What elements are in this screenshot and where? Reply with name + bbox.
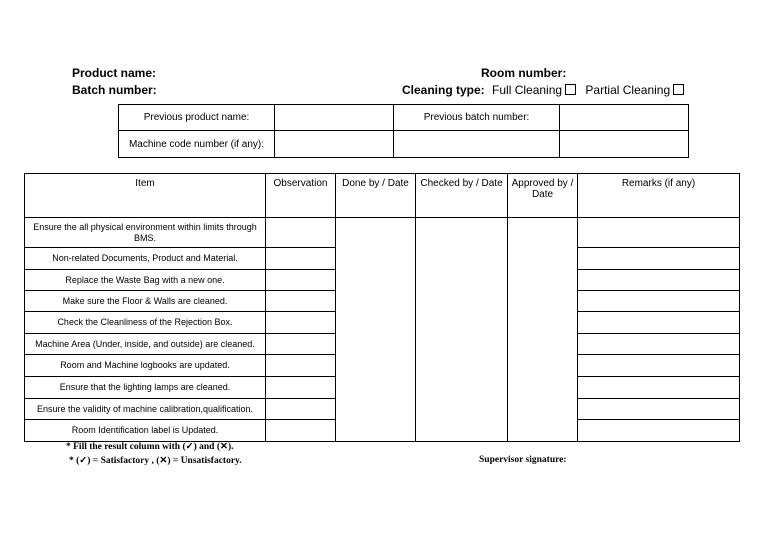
remarks-cell[interactable]	[578, 355, 740, 377]
checklist-item: Non-related Documents, Product and Material.	[25, 248, 266, 270]
remarks-cell[interactable]	[578, 291, 740, 312]
previous-product-name-label: Previous product name:	[119, 105, 275, 131]
full-cleaning-label: Full Cleaning	[492, 83, 563, 97]
observation-cell[interactable]	[266, 312, 336, 334]
remarks-cell[interactable]	[578, 334, 740, 355]
partial-cleaning-label: Partial Cleaning	[585, 83, 671, 97]
cleaning-checklist-table	[24, 173, 740, 442]
observation-cell[interactable]	[266, 291, 336, 312]
checklist-item: Ensure the validity of machine calibration,qualification.	[25, 399, 266, 420]
batch-number-label: Batch number:	[72, 83, 157, 97]
checklist-item: Make sure the Floor & Walls are cleaned.	[25, 291, 266, 312]
remarks-cell[interactable]	[578, 377, 740, 399]
legend-note: * (✓) = Satisfactory , (✕) = Unsatisfactory.	[69, 456, 242, 466]
column-header-done-by: Done by / Date	[336, 174, 416, 218]
approved-by-cell[interactable]	[508, 218, 578, 442]
remarks-cell[interactable]	[578, 399, 740, 420]
previous-batch-number-field[interactable]	[560, 105, 689, 131]
checked-by-cell[interactable]	[416, 218, 508, 442]
product-name-label: Product name:	[72, 66, 157, 80]
machine-code-number-field[interactable]	[275, 131, 394, 158]
remarks-cell[interactable]	[578, 218, 740, 248]
checklist-item: Room Identification label is Updated.	[25, 420, 266, 442]
checklist-item: Ensure the all physical environment within limits through BMS.	[25, 218, 266, 248]
cleaning-type-label: Cleaning type:	[402, 83, 485, 97]
remarks-cell[interactable]	[578, 248, 740, 270]
observation-cell[interactable]	[266, 355, 336, 377]
column-header-remarks: Remarks (if any)	[578, 174, 740, 218]
machine-code-extra-cell[interactable]	[560, 131, 689, 158]
previous-product-name-field[interactable]	[275, 105, 394, 131]
supervisor-signature-label: Supervisor signature:	[479, 455, 567, 465]
observation-cell[interactable]	[266, 248, 336, 270]
room-number-label: Room number:	[481, 66, 567, 80]
remarks-cell[interactable]	[578, 270, 740, 291]
column-header-observation: Observation	[266, 174, 336, 218]
checklist-item: Check the Cleanliness of the Rejection Box.	[25, 312, 266, 334]
remarks-cell[interactable]	[578, 312, 740, 334]
observation-cell[interactable]	[266, 270, 336, 291]
column-header-approved-by: Approved by / Date	[508, 174, 578, 218]
previous-product-table	[118, 104, 689, 158]
observation-cell[interactable]	[266, 218, 336, 248]
observation-cell[interactable]	[266, 334, 336, 355]
checklist-item: Machine Area (Under, inside, and outside) are cleaned.	[25, 334, 266, 355]
checklist-item: Ensure that the lighting lamps are cleaned.	[25, 377, 266, 399]
previous-batch-number-label: Previous batch number:	[394, 105, 560, 131]
cleaning-type-row	[402, 83, 684, 97]
remarks-cell[interactable]	[578, 420, 740, 442]
column-header-item: Item	[25, 174, 266, 218]
observation-cell[interactable]	[266, 420, 336, 442]
full-cleaning-checkbox[interactable]	[565, 84, 576, 95]
observation-cell[interactable]	[266, 377, 336, 399]
checklist-item: Room and Machine logbooks are updated.	[25, 355, 266, 377]
column-header-checked-by: Checked by / Date	[416, 174, 508, 218]
machine-code-number-label: Machine code number (if any):	[119, 131, 275, 158]
machine-code-extra-cell[interactable]	[394, 131, 560, 158]
checklist-item: Replace the Waste Bag with a new one.	[25, 270, 266, 291]
observation-cell[interactable]	[266, 399, 336, 420]
fill-instruction-note: * Fill the result column with (✓) and (✕).	[66, 442, 234, 452]
partial-cleaning-checkbox[interactable]	[673, 84, 684, 95]
done-by-cell[interactable]	[336, 218, 416, 442]
